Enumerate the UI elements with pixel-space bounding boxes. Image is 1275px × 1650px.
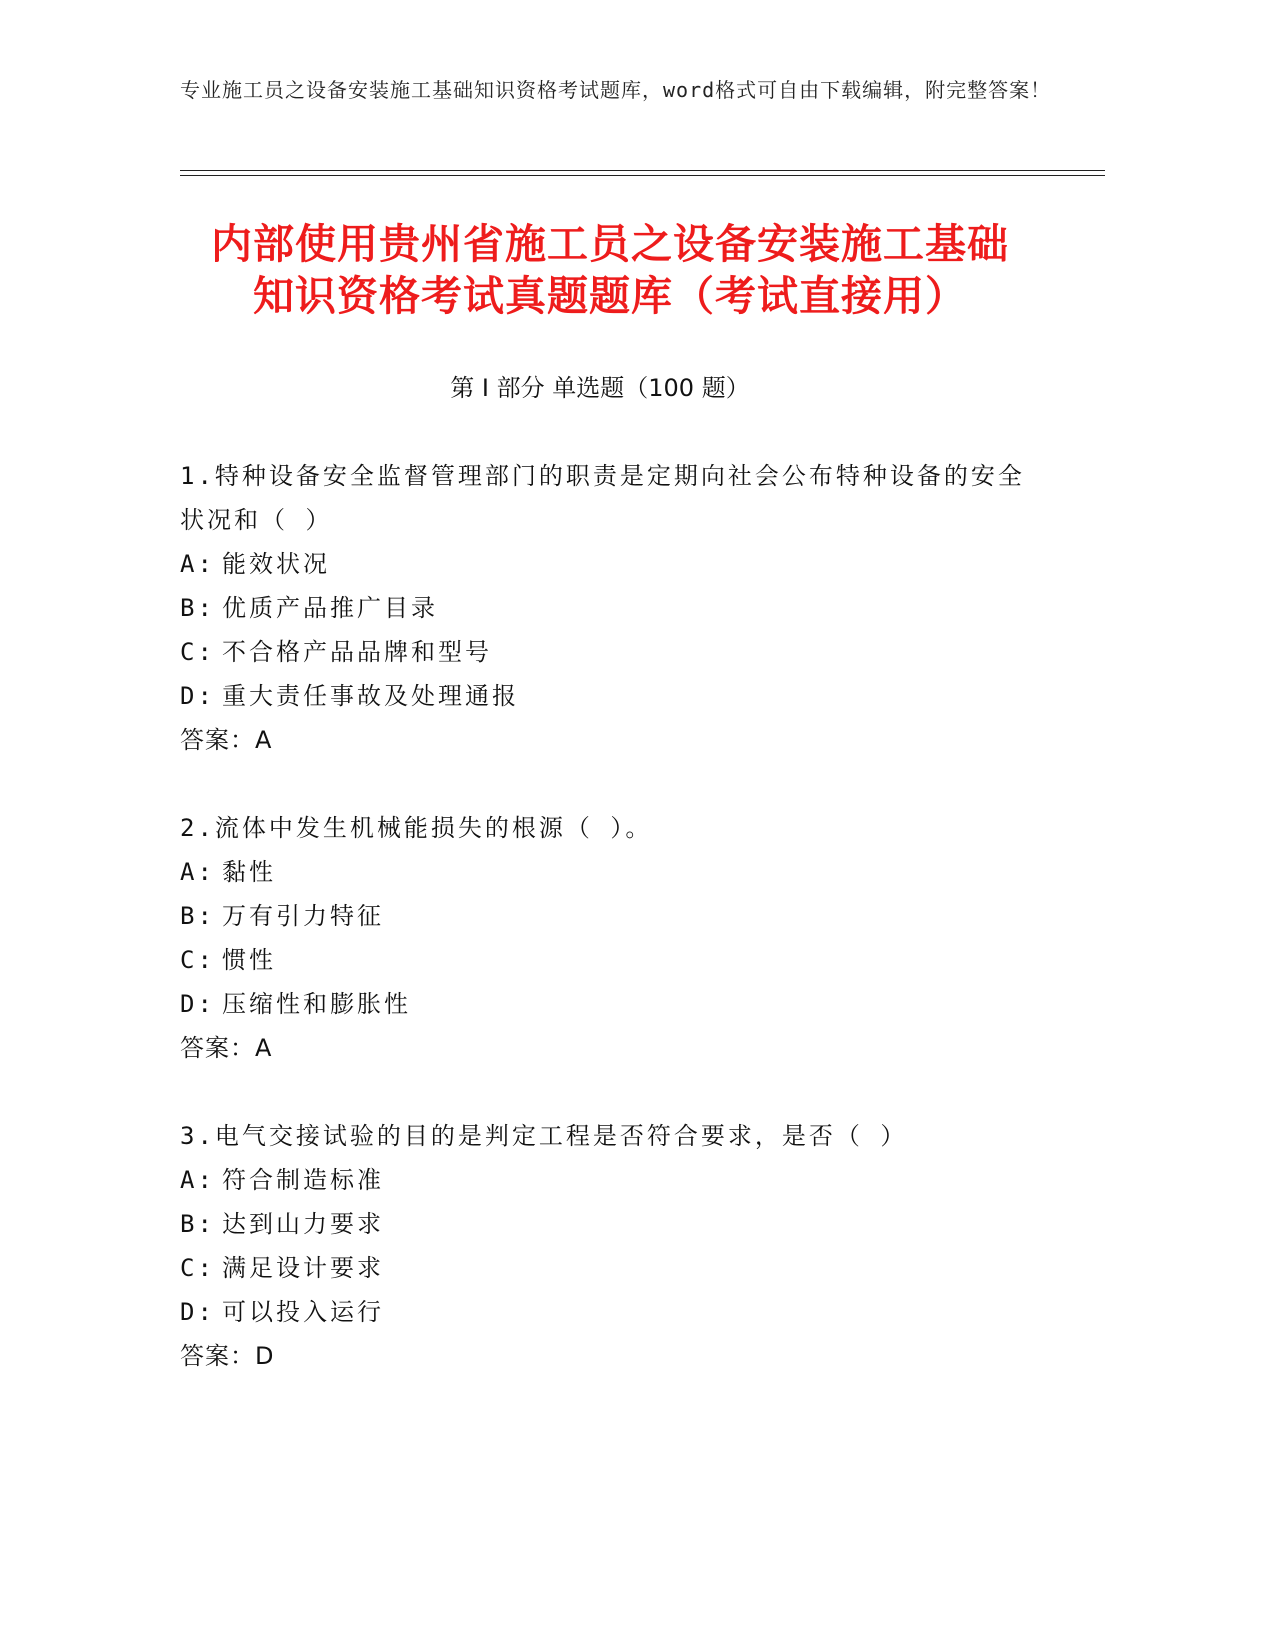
option-c	[180, 630, 1040, 674]
document-title-line-2: 知识资格考试真题题库（考试直接用）	[253, 272, 967, 320]
answer-value: D	[255, 1342, 275, 1370]
header-divider-bottom	[180, 175, 1105, 176]
option-b	[180, 1202, 1040, 1246]
option-key: C:	[180, 638, 215, 666]
option-c	[180, 1246, 1040, 1290]
option-key: C:	[180, 946, 215, 974]
question-1	[180, 454, 1040, 762]
question-stem: 2.流体中发生机械能损失的根源（ ）。	[180, 814, 653, 842]
option-text: 满足设计要求	[222, 1254, 384, 1282]
question-stem: 1.特种设备安全监督管理部门的职责是定期向社会公布特种设备的安全状况和（ ）	[180, 462, 1025, 534]
option-text: 惯性	[222, 946, 276, 974]
option-text: 优质产品推广目录	[222, 594, 438, 622]
option-d	[180, 982, 1040, 1026]
option-b	[180, 586, 1040, 630]
option-key: D:	[180, 990, 215, 1018]
option-text: 压缩性和膨胀性	[222, 990, 411, 1018]
answer-line	[180, 1334, 1040, 1378]
answer-value: A	[255, 1034, 273, 1062]
option-a	[180, 1158, 1040, 1202]
option-key: C:	[180, 1254, 215, 1282]
header-divider-top	[180, 170, 1105, 171]
option-key: B:	[180, 1210, 215, 1238]
option-text: 符合制造标准	[222, 1166, 384, 1194]
option-key: B:	[180, 902, 215, 930]
option-d	[180, 1290, 1040, 1334]
question-3	[180, 1114, 1040, 1378]
option-b	[180, 894, 1040, 938]
option-text: 重大责任事故及处理通报	[222, 682, 519, 710]
option-text: 不合格产品品牌和型号	[222, 638, 492, 666]
option-a	[180, 542, 1040, 586]
option-a	[180, 850, 1040, 894]
option-c	[180, 938, 1040, 982]
option-key: D:	[180, 1298, 215, 1326]
document-title	[150, 218, 1070, 322]
option-key: B:	[180, 594, 215, 622]
option-key: A:	[180, 550, 215, 578]
option-text: 黏性	[222, 858, 276, 886]
header-note: 专业施工员之设备安装施工基础知识资格考试题库，word格式可自由下载编辑，附完整答案！	[180, 78, 1052, 102]
question-stem: 3.电气交接试验的目的是判定工程是否符合要求，是否（ ）	[180, 1122, 908, 1150]
question-list	[180, 454, 1040, 1422]
answer-line	[180, 1026, 1040, 1070]
answer-label: 答案：	[180, 1034, 255, 1062]
answer-label: 答案：	[180, 726, 255, 754]
option-key: A:	[180, 1166, 215, 1194]
answer-line	[180, 718, 1040, 762]
option-text: 万有引力特征	[222, 902, 384, 930]
option-key: A:	[180, 858, 215, 886]
option-d	[180, 674, 1040, 718]
option-key: D:	[180, 682, 215, 710]
answer-label: 答案：	[180, 1342, 255, 1370]
document-title-line-1: 内部使用贵州省施工员之设备安装施工基础	[211, 220, 1009, 268]
option-text: 可以投入运行	[222, 1298, 384, 1326]
question-2	[180, 806, 1040, 1070]
section-title: 第 I 部分 单选题（100 题）	[450, 374, 750, 402]
option-text: 达到山力要求	[222, 1210, 384, 1238]
answer-value: A	[255, 726, 273, 754]
option-text: 能效状况	[222, 550, 330, 578]
